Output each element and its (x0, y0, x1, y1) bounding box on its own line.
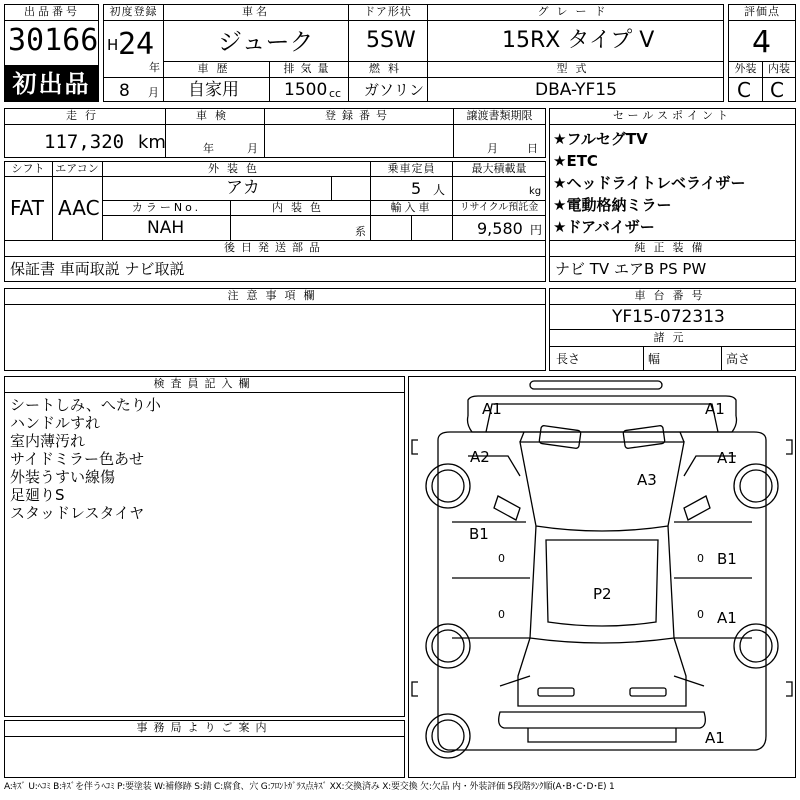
zero-mark: 0 (498, 552, 505, 565)
import-header: 輸入車 (371, 201, 452, 215)
divider (102, 215, 546, 216)
model: DBA-YF15 (535, 80, 617, 100)
registration-number-header: 登録番号 (265, 109, 453, 123)
length-label: 長さ (556, 352, 581, 366)
mileage: 117,320 (44, 131, 125, 153)
divider (348, 20, 428, 21)
legend: A:ｷｽﾞ U:ﾍｺﾐ B:ｷｽﾞを伴うﾍｺﾐ P:要塗装 W:補修跡 S:錆 C:腐食、穴 G:ﾌﾛﾝﾄｶﾞﾗｽ点ｷｽﾞ XX:交換済み X:要交換 欠:欠品 内・外装評価 5段階ﾗﾝｸ順(A･B･C･D･E) 1 (4, 782, 615, 792)
divider (762, 61, 763, 102)
lot-number: 30166 (8, 23, 99, 58)
width-label: 幅 (648, 352, 661, 366)
color-number-header: カラーNo. (103, 201, 230, 215)
ac-header: エアコン (53, 162, 101, 176)
equipment: ナビ TV エアB PS PW (555, 260, 707, 278)
recycle-unit: 円 (530, 223, 543, 237)
first-listing-badge: 初出品 (4, 66, 99, 102)
inspector-note-line: ハンドルすれ (10, 414, 101, 432)
sales-points-header: セールスポイント (550, 109, 795, 123)
car-name: ジューク (218, 28, 314, 56)
transfer-month-unit: 月 (487, 142, 498, 155)
inspector-note-line: 足廻りS (10, 486, 65, 504)
inspector-note-line: 外装うすい線傷 (10, 468, 116, 486)
inspection-year-unit: 年 (203, 142, 214, 155)
damage-hood: A3 (637, 471, 657, 489)
grade-header: グレード (428, 5, 723, 19)
sales-point-item: ★ヘッドライトレベライザー (553, 174, 746, 192)
interior-color-suffix: 系 (355, 225, 366, 238)
damage-front-left: A1 (482, 400, 502, 418)
divider (331, 176, 332, 200)
sales-point-item: ★フルセグTV (553, 130, 648, 148)
model-header: 型式 (428, 62, 723, 76)
sales-points-list (553, 128, 746, 238)
divider (103, 20, 164, 21)
damage-right-rear-door: A1 (717, 609, 737, 627)
capacity-unit: 人 (433, 183, 446, 197)
divider (643, 346, 644, 371)
divider (728, 20, 796, 21)
divider (103, 77, 164, 78)
damage-left-front-fender: A2 (470, 448, 490, 466)
divider (4, 20, 99, 21)
displacement: 1500 (284, 80, 328, 100)
capacity-header: 乗車定員 (371, 162, 452, 176)
divider (549, 124, 796, 125)
transfer-day-unit: 日 (527, 142, 538, 155)
transfer-deadline-header: 譲渡書類期限 (454, 109, 545, 123)
interior-color-header: 内装色 (231, 201, 370, 215)
dimensions-header: 諸元 (550, 331, 795, 345)
divider (4, 736, 405, 737)
chassis-number: YF15-072313 (612, 307, 725, 327)
capacity: 5 (411, 179, 422, 198)
recycle-header: リサイクル預託金 (453, 201, 545, 215)
history: 自家用 (188, 80, 239, 100)
divider (721, 346, 722, 371)
year-unit: 年 (149, 61, 160, 74)
interior-grade-header: 内装 (763, 62, 795, 76)
recycle-fee: 9,580 (477, 219, 523, 238)
exterior-color-header: 外装色 (103, 162, 370, 176)
inspector-note-line: 室内薄汚れ (10, 432, 86, 450)
chassis-header: 車台番号 (550, 289, 795, 303)
color-number: NAH (147, 218, 185, 238)
inspector-note-line: サイドミラー色あせ (10, 450, 144, 468)
era: H (107, 36, 119, 54)
score-header: 評価点 (729, 5, 795, 19)
divider (549, 256, 796, 257)
inspector-header: 検査員記入欄 (5, 377, 404, 391)
damage-rear-bumper: A1 (705, 729, 725, 747)
mileage-unit: km (138, 132, 166, 153)
divider (4, 392, 405, 393)
exterior-grade-header: 外装 (729, 62, 762, 76)
inspector-notes (10, 396, 161, 522)
car-name-header: 車名 (164, 5, 348, 19)
damage-left-front-door: B1 (469, 525, 489, 543)
later-parts: 保証書 車両取説 ナビ取説 (10, 260, 185, 278)
inspection-header: 車検 (166, 109, 264, 123)
caution-header: 注意事項欄 (5, 289, 545, 303)
ac: AAC (58, 196, 100, 220)
displacement-header: 排気量 (270, 62, 348, 76)
inspector-note-line: シートしみ、へたり小 (10, 396, 161, 414)
divider (549, 329, 796, 330)
divider (4, 176, 546, 177)
displacement-unit: cc (329, 87, 342, 100)
shift-header: シフト (5, 162, 51, 176)
inspection-month-unit: 月 (247, 142, 258, 155)
damage-right-front-door: B1 (717, 550, 737, 568)
zero-mark: 0 (697, 552, 704, 565)
mileage-header: 走行 (5, 109, 165, 123)
grade: 15RX タイプ V (502, 28, 655, 53)
fuel: ガソリン (364, 81, 425, 99)
zero-mark: 0 (498, 608, 505, 621)
divider (549, 346, 796, 347)
divider (427, 20, 724, 21)
sales-point-item: ★ETC (553, 152, 598, 170)
exterior-color: アカ (226, 178, 260, 198)
car-diagram (408, 376, 796, 778)
inspector-note-line: スタッドレスタイヤ (10, 504, 145, 522)
divider (549, 304, 796, 305)
first-registration-header: 初度登録 (104, 5, 163, 19)
divider (4, 256, 546, 257)
exterior-grade: C (737, 78, 751, 102)
damage-roof: P2 (593, 585, 612, 603)
damage-front-right: A1 (705, 400, 725, 418)
divider (411, 215, 412, 241)
month-unit: 月 (148, 86, 159, 99)
history-header: 車歴 (164, 62, 269, 76)
interior-grade: C (770, 78, 784, 102)
door-type-header: ドア形状 (349, 5, 427, 19)
max-load-unit: kg (529, 186, 542, 197)
score: 4 (752, 25, 772, 60)
damage-right-front-fender: A1 (717, 449, 737, 467)
first-registration-month: 8 (119, 81, 130, 101)
door-type: 5SW (366, 28, 416, 53)
max-load-header: 最大積載量 (453, 162, 545, 176)
office-header: 事務局よりご案内 (5, 721, 404, 735)
sales-point-item: ★ドアバイザー (553, 218, 655, 236)
divider (4, 304, 546, 305)
divider (163, 20, 349, 21)
first-registration-year: 24 (118, 27, 155, 62)
shift: FAT (10, 196, 45, 220)
sales-point-item: ★電動格納ミラー (553, 196, 672, 214)
height-label: 高さ (726, 352, 751, 366)
lot-number-header: 出品番号 (10, 5, 94, 19)
fuel-header: 燃料 (349, 62, 427, 76)
equipment-header: 純正装備 (550, 241, 795, 255)
later-parts-header: 後日発送部品 (5, 241, 545, 255)
zero-mark: 0 (697, 608, 704, 621)
